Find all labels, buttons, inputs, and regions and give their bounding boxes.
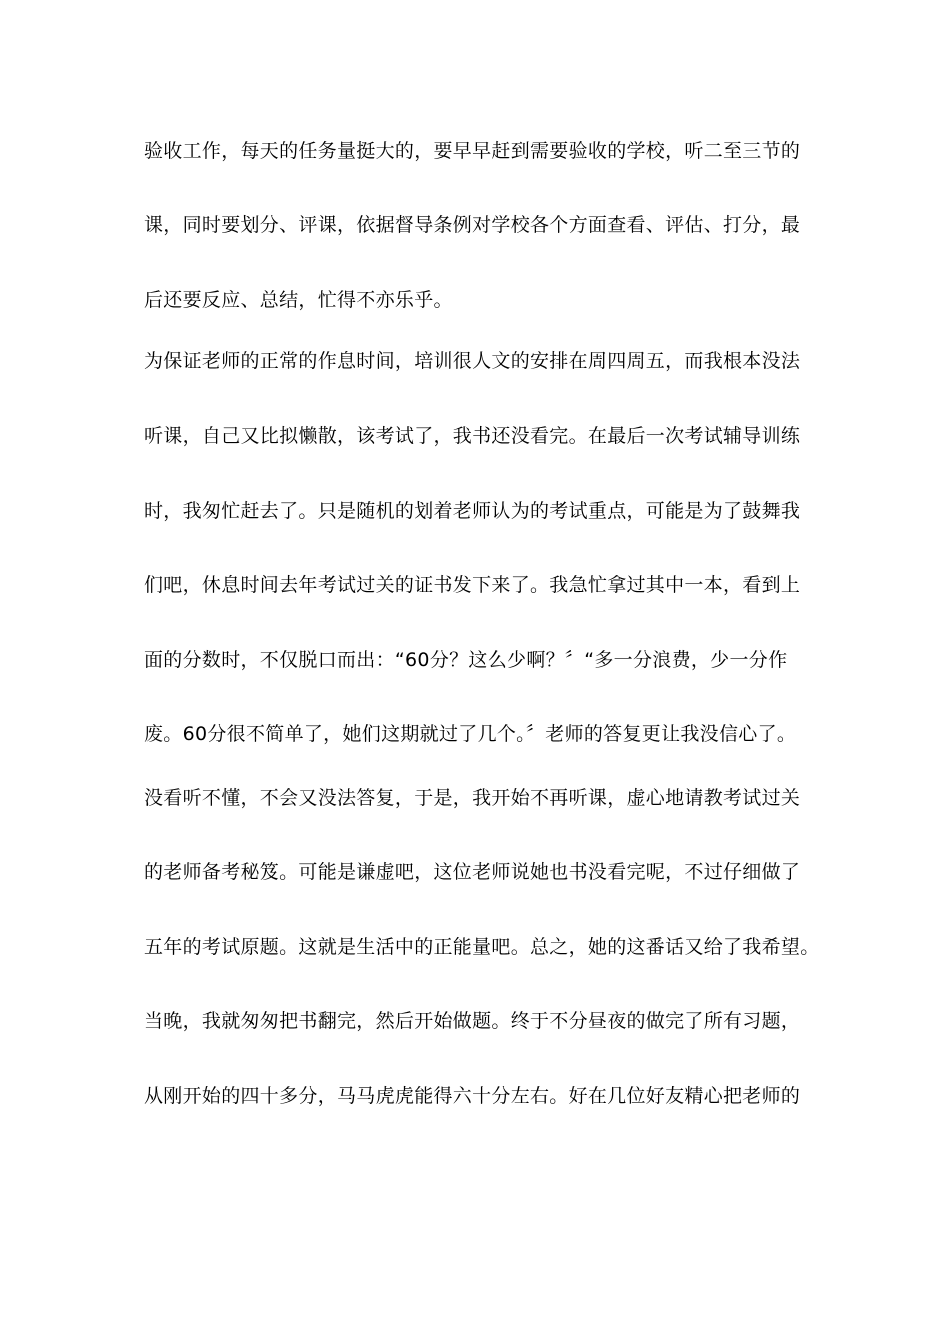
text-line: 们吧，休息时间去年考试过关的证书发下来了。我急忙拿过其中一本，看到上: [144, 574, 801, 596]
text-line: 听课，自己又比拟懒散，该考试了，我书还没看完。在最后一次考试辅导训练: [144, 425, 801, 447]
text-line: 时，我匆忙赶去了。只是随机的划着老师认为的考试重点，可能是为了鼓舞我: [144, 500, 801, 522]
text-line: 五年的考试原题。这就是生活中的正能量吧。总之，她的这番话又给了我希望。: [144, 936, 820, 958]
text-line: 验收工作，每天的任务量挺大的，要早早赶到需要验收的学校，听二至三节的: [144, 140, 801, 162]
text-line: 面的分数时，不仅脱口而出：“60分？这么少啊？〞“多一分浪费，少一分作: [144, 649, 788, 671]
text-line: 废。60分很不简单了，她们这期就过了几个。〞老师的答复更让我没信心了。: [144, 723, 797, 745]
text-line: 没看听不懂，不会又没法答复，于是，我开始不再听课，虚心地请教考试过关: [144, 787, 801, 809]
text-line: 课，同时要划分、评课，依据督导条例对学校各个方面查看、评估、打分，最: [144, 214, 801, 236]
text-line: 为保证老师的正常的作息时间，培训很人文的安排在周四周五，而我根本没法: [144, 350, 801, 372]
text-line: 的老师备考秘笈。可能是谦虚吧，这位老师说她也书没看完呢，不过仔细做了: [144, 861, 801, 883]
text-line: 从刚开始的四十多分，马马虎虎能得六十分左右。好在几位好友精心把老师的: [144, 1085, 801, 1107]
text-line: 后还要反应、总结，忙得不亦乐乎。: [144, 289, 453, 311]
text-line: 当晚，我就匆匆把书翻完，然后开始做题。终于不分昼夜的做完了所有习题，: [144, 1010, 801, 1032]
